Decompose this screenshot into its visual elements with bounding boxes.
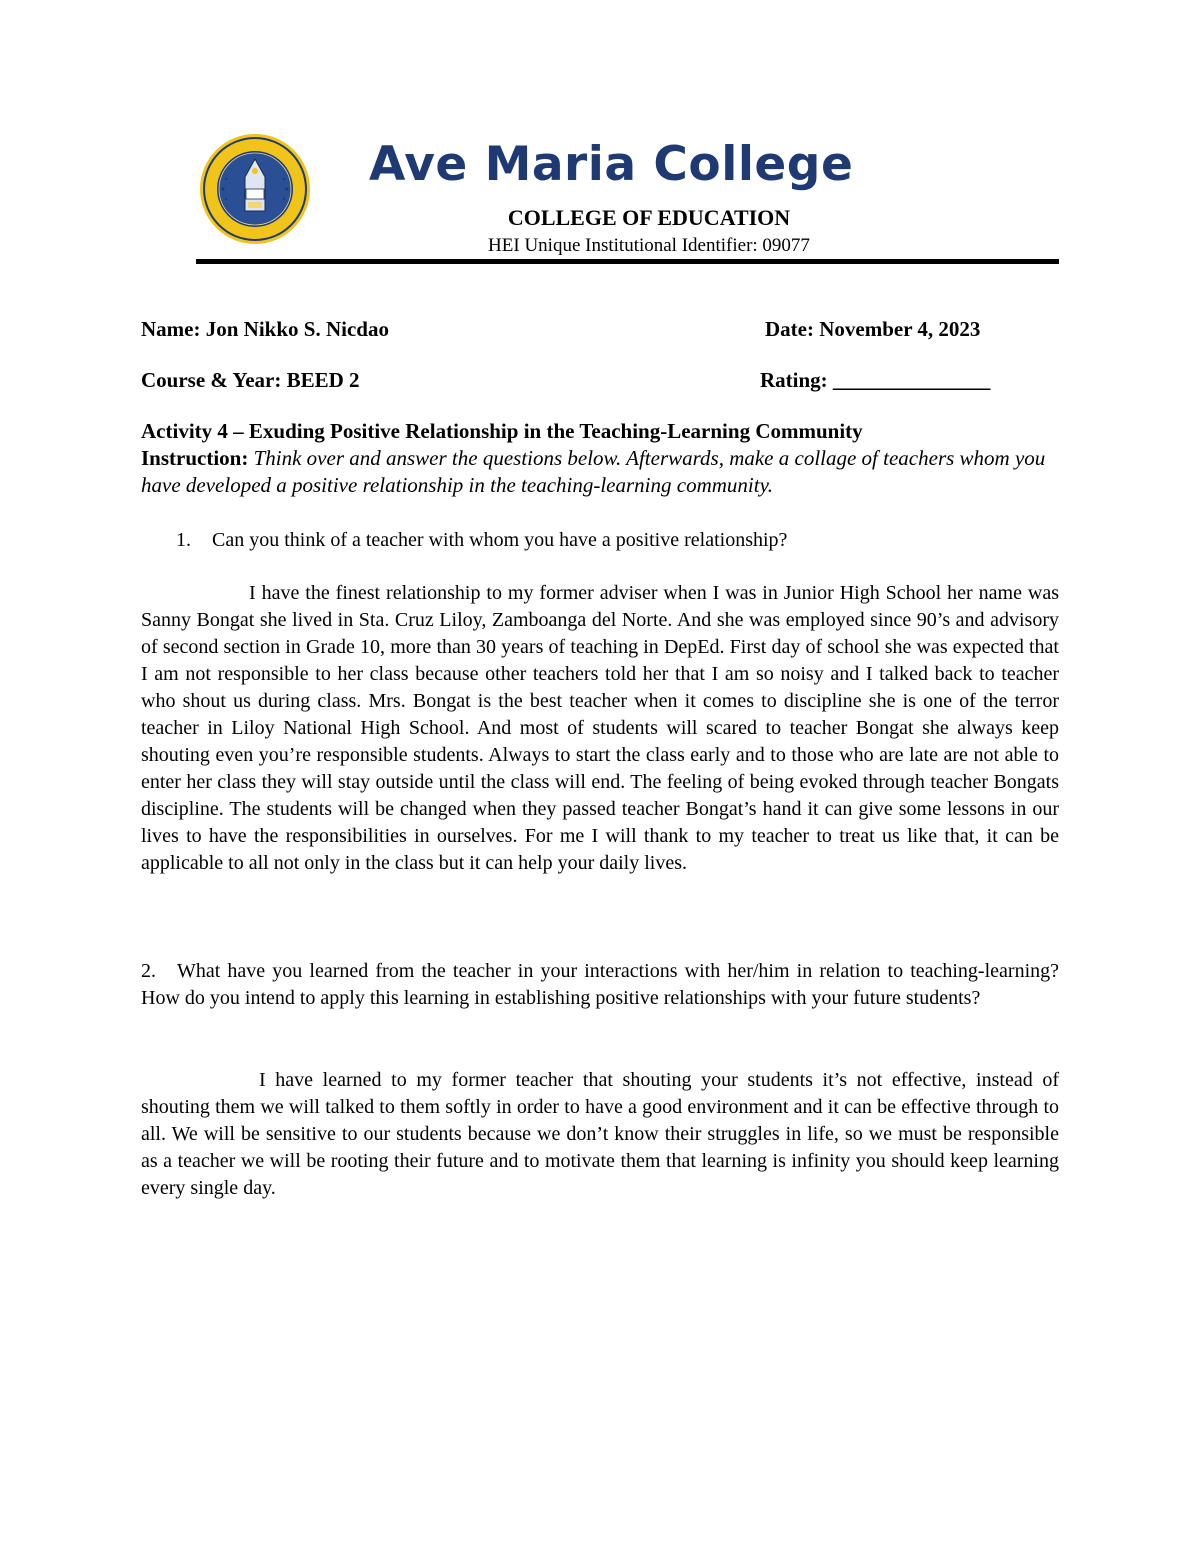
answer-2: I have learned to my former teacher that shouting your students it’s not effective, instead of shouting them we will talked to them softly in order to have a good environment and it can be effective through to all. We will be sensitive to our students because we don’t know their struggles in life, so we must be responsible as a teacher we will be rooting their future and to motivate them that learning is infinity you should keep learning every single day.: [141, 1069, 1059, 1199]
header-divider: [196, 259, 1059, 264]
instruction: [141, 445, 1059, 499]
college-seal-logo: [199, 133, 311, 245]
college-name: Ave Maria College: [369, 137, 854, 192]
department-name: COLLEGE OF EDUCATION: [507, 205, 791, 230]
answer-1: I have the finest relationship to my former adviser when I was in Junior High School her name was Sanny Bongat she lived in Sta. Cruz Liloy, Zamboanga del Norte. And she was employed since 90’s and advisory of second section in Grade 10, more than 30 years of teaching in DepEd. First day of school she was expected that I am not responsible to her class because other teachers told her that I am so noisy and I talked back to teacher who shout us during class. Mrs. Bongat is the best teacher when it comes to discipline she is one of the terror teacher in Liloy National High School. And most of students will scared to teacher Bongat she always keep shouting even you’re responsible students. Always to start the class early and to those who are late are not able to enter her class they will stay outside until the class will end. The feeling of being evoked through teacher Bongats discipline. The students will be changed when they passed teacher Bongat’s hand it can give some lessons in our lives to have the responsibilities in ourselves. For me I will thank to my teacher to treat us like that, it can be applicable to all not only in the class but it can help your daily lives.: [141, 582, 1059, 874]
rating-field: Rating: _______________: [760, 368, 991, 392]
instruction-text: Think over and answer the questions below. Afterwards, make a collage of teachers whom you have developed a positive relationship in the teaching-learning community.: [141, 446, 1046, 497]
hei-identifier: HEI Unique Institutional Identifier: 09077: [488, 235, 810, 256]
question-1-text: Can you think of a teacher with whom you have a positive relationship?: [212, 529, 788, 551]
question-2-number: 2.: [141, 960, 156, 982]
date-field: Date: November 4, 2023: [765, 317, 981, 341]
course-year: Course & Year: BEED 2: [141, 368, 360, 392]
question-2-text: What have you learned from the teacher in your interactions with her/him in relation to teaching-learning? How do you intend to apply this learning in establishing positive relationships with your future students?: [141, 960, 1059, 1009]
question-2: [141, 958, 1059, 1012]
question-1-number: 1.: [176, 529, 191, 551]
student-name: Name: Jon Nikko S. Nicdao: [141, 317, 389, 341]
activity-title: Activity 4 – Exuding Positive Relationship in the Teaching-Learning Community: [141, 419, 863, 443]
instruction-label: Instruction:: [141, 446, 249, 470]
question-1: [176, 527, 787, 554]
